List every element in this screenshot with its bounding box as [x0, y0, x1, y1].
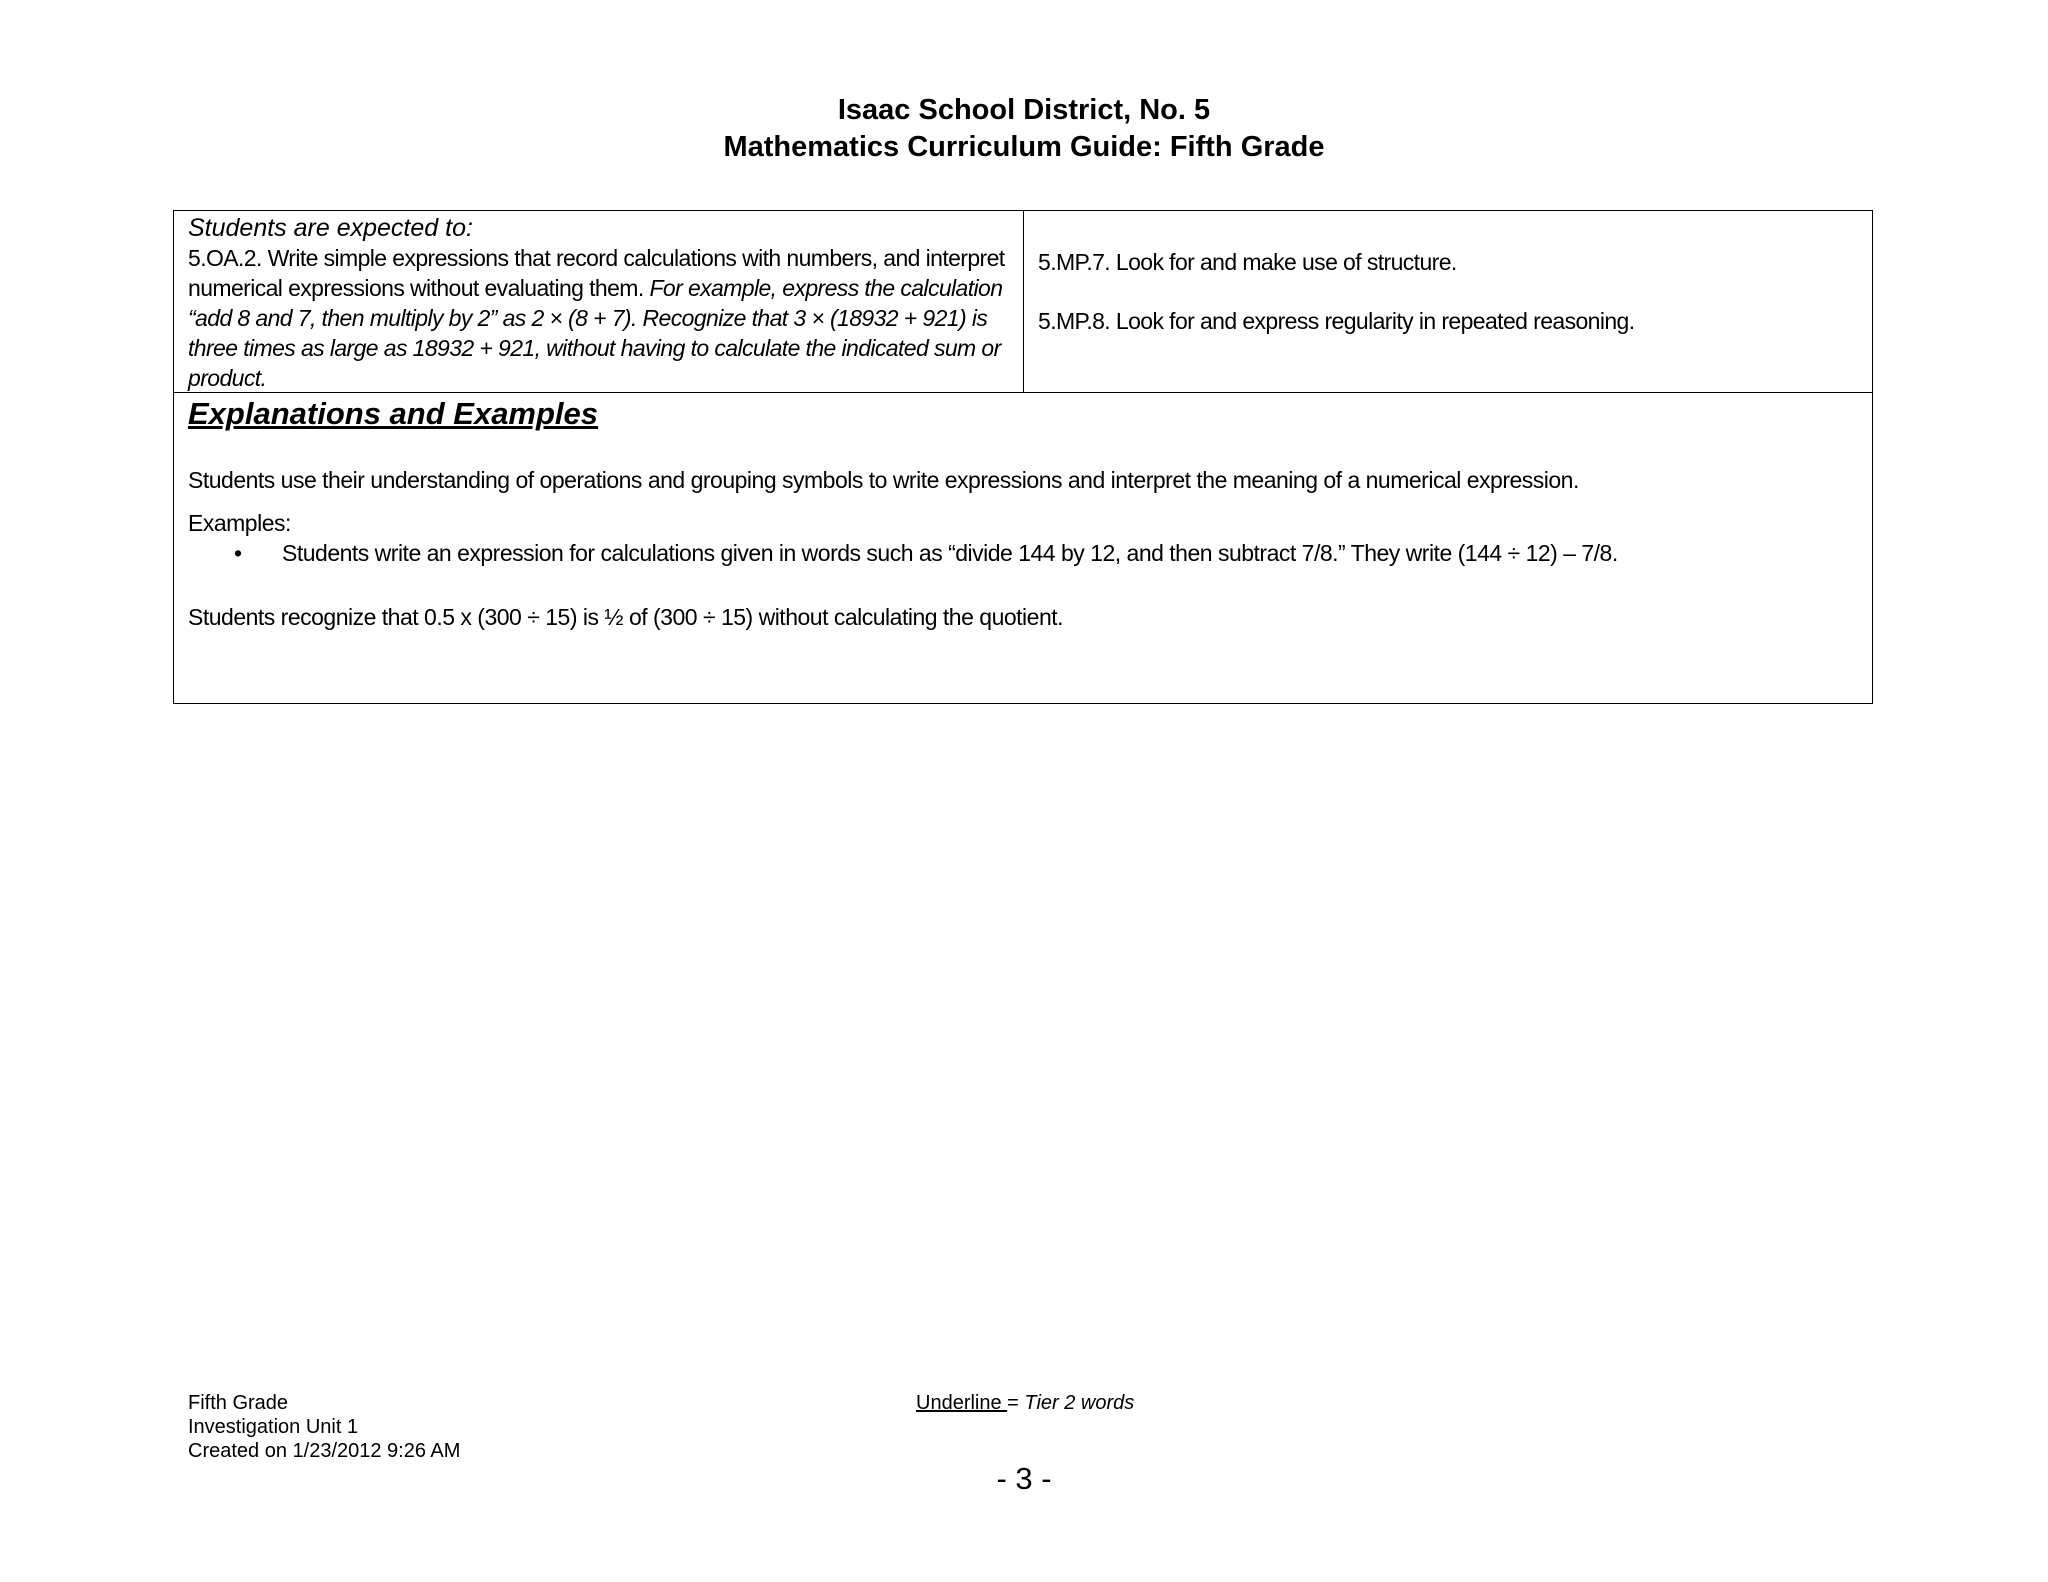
practice-text: Look for and express regularity in repeated reasoning.	[1110, 308, 1635, 334]
list-item	[234, 538, 1858, 568]
standard-example: For example, express the calculation “add 8 and 7, then multiply by 2” as 2 × (8 + 7). Recognize that 3 × (18932 + 921) is three times as large as 18932 + 921, without having to calculate the indicated sum or product.	[188, 275, 1003, 391]
explanations-cell	[174, 393, 1872, 703]
tier-label: Tier 2 words	[1024, 1392, 1135, 1414]
footer-info	[188, 1391, 460, 1463]
bullet-icon: •	[234, 540, 242, 566]
standards-row	[174, 211, 1872, 393]
document-header	[0, 92, 2048, 166]
footer-unit: Investigation Unit 1	[188, 1416, 359, 1438]
practice-code: 5.MP.7.	[1038, 249, 1111, 275]
practice-code: 5.MP.8.	[1038, 308, 1111, 334]
legend-equals: =	[1007, 1392, 1025, 1414]
explanations-closing: Students recognize that 0.5 x (300 ÷ 15) is ½ of (300 ÷ 15) without calculating the quotient.	[188, 604, 1064, 630]
standard-text: Write simple expressions that record calculations with numbers, and interpret numerical expressions without evaluating them.	[188, 245, 1005, 301]
footer-created: Created on 1/23/2012 9:26 AM	[188, 1440, 461, 1462]
standards-table	[173, 210, 1873, 704]
practices-cell	[1024, 211, 1874, 392]
standards-cell	[174, 211, 1024, 392]
example-text: Students write an expression for calculations given in words such as “divide 144 by 12, and then subtract 7/8.” They write (144 ÷ 12) – 7/8.	[282, 540, 1618, 566]
footer-legend	[916, 1391, 1134, 1415]
standard-code: 5.OA.2.	[188, 245, 262, 271]
practice-text: Look for and make use of structure.	[1110, 249, 1457, 275]
examples-label: Examples:	[188, 510, 291, 536]
practice-mp7	[1038, 247, 1860, 277]
district-title: Isaac School District, No. 5	[837, 94, 1211, 126]
expectations-label: Students are expected to:	[188, 214, 473, 242]
underline-label: Underline	[916, 1392, 1008, 1414]
footer-grade: Fifth Grade	[188, 1392, 289, 1414]
standard-5oa2	[188, 243, 1009, 393]
practice-mp8	[1038, 306, 1860, 336]
explanations-title: Explanations and Examples	[188, 396, 599, 431]
explanations-intro: Students use their understanding of operations and grouping symbols to write expressions and interpret the meaning of a numerical expression.	[188, 467, 1579, 493]
guide-title: Mathematics Curriculum Guide: Fifth Grade	[723, 131, 1325, 163]
examples-list	[188, 538, 1858, 568]
page-number: - 3 -	[996, 1461, 1052, 1496]
